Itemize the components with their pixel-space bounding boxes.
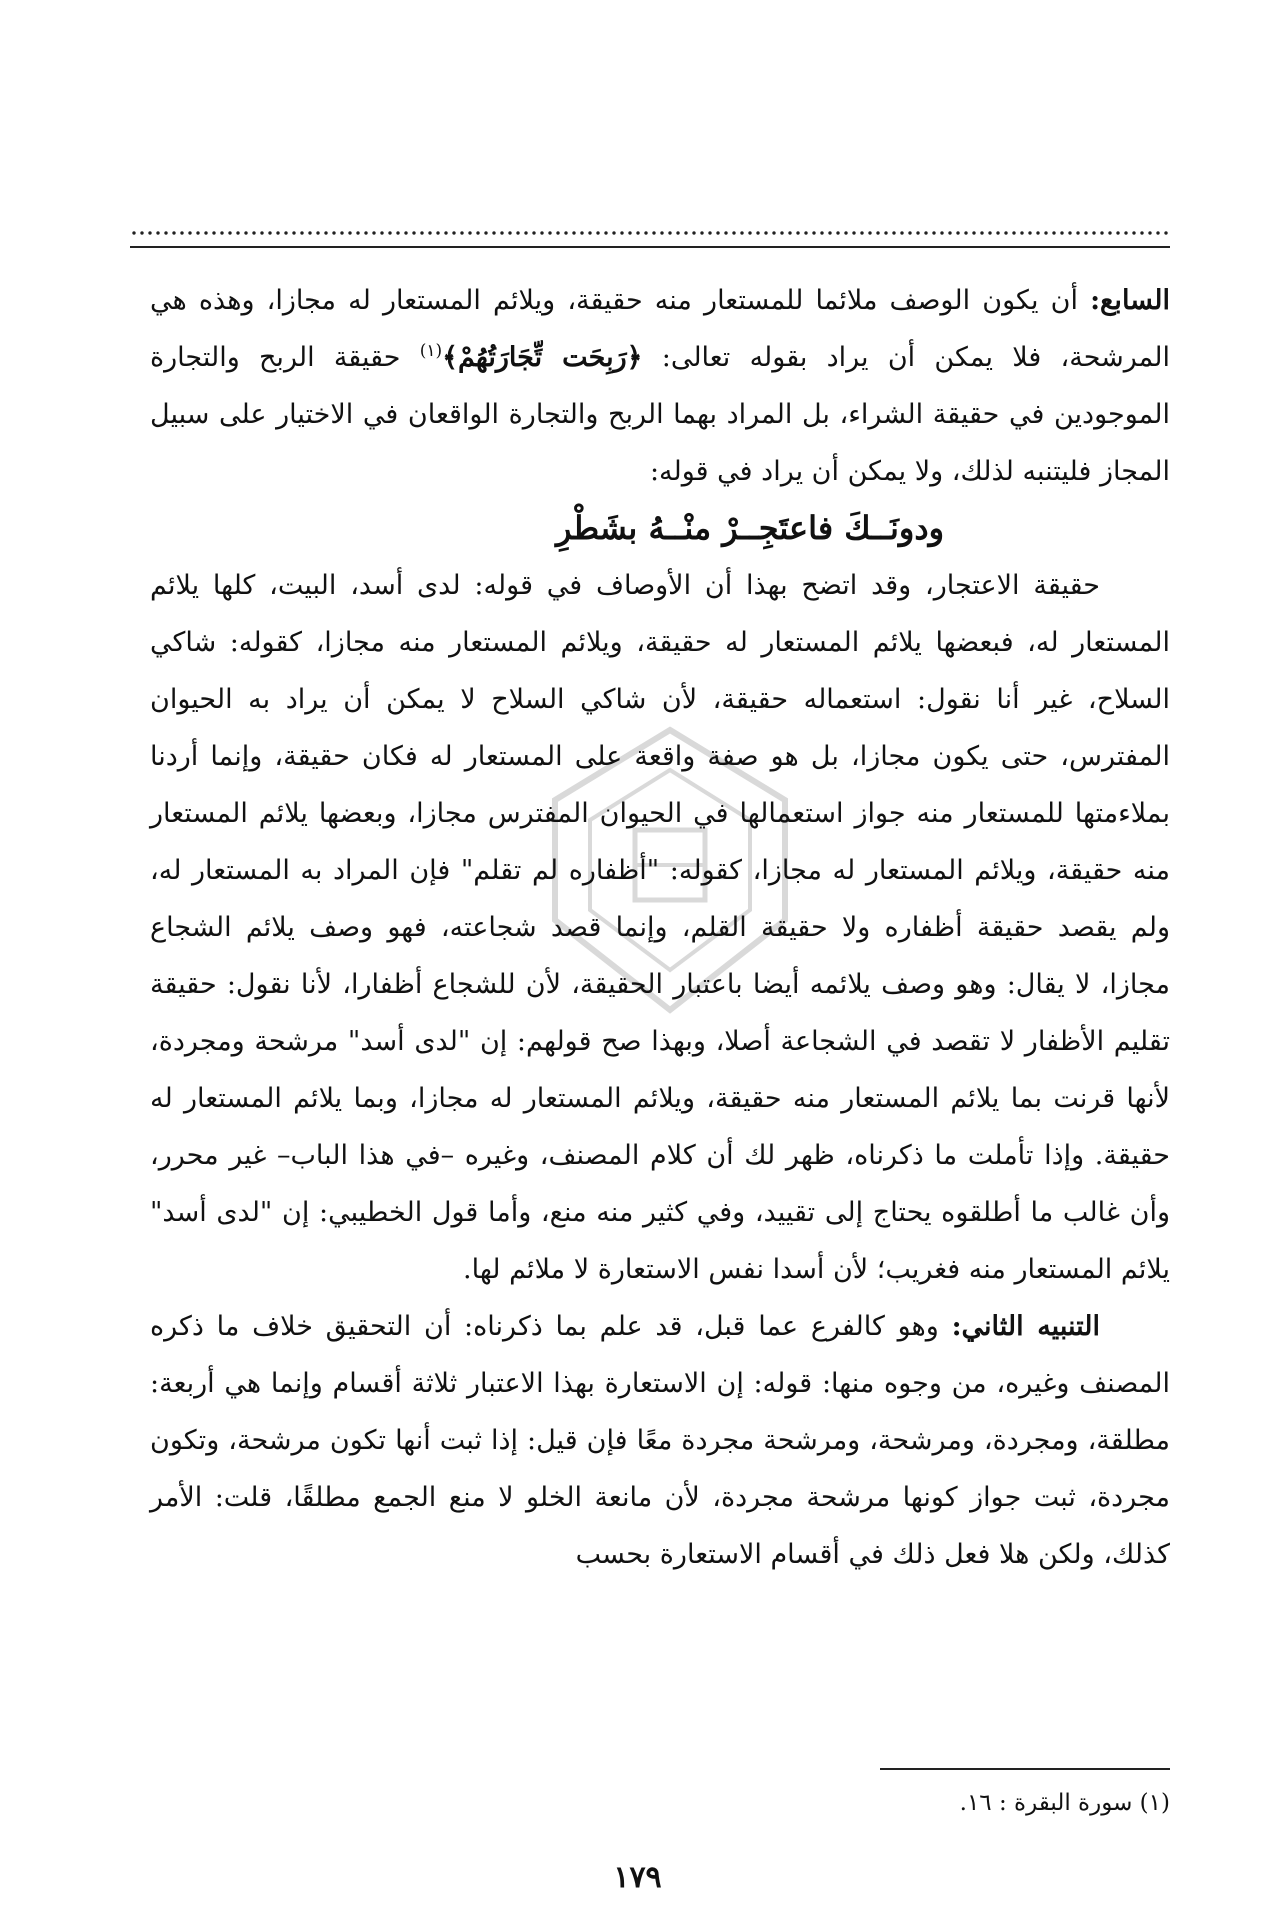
poetry-verse: ودونَــكَ فاعتَجِــرْ منْــهُ بشَطْرِ [555, 509, 945, 547]
header-dotted-rule [130, 230, 1170, 236]
paragraph-seventh [150, 272, 1170, 500]
paragraph-text-continued: حقيقة الربح والتجارة الموجودين في حقيقة الشراء، بل المراد بهما الربح والتجارة الواقعان في الاختيار على سبيل المجاز فليتنبه لذلك، ولا يمكن أن يراد في قوله: [150, 342, 1170, 487]
footnote-reference[interactable]: (١) [419, 341, 443, 361]
paragraph-text: وهو كالفرع عما قبل، قد علم بما ذكرناه: أن التحقيق خلاف ما ذكره المصنف وغيره، من وجوه منها: قوله: إن الاستعارة بهذا الاعتبار ثلاثة أقسام وإنما هي أربعة: مطلقة، ومجردة، ومرشحة، ومرشحة مجردة معًا فإن قيل: إذا ثبت أنها تكون مرشحة، وتكون مجردة، ثبت جواز كونها مرشحة مجردة، لأن مانعة الخلو لا منع الجمع مطلقًا، قلت: الأمر كذلك، ولكن هلا فعل ذلك في أقسام الاستعارة بحسب [150, 1311, 1170, 1570]
header-rule [130, 246, 1170, 248]
footnote: (١) سورة البقرة : ١٦. [959, 1790, 1170, 1816]
footnote-separator [880, 1768, 1170, 1770]
page-number: ١٧٩ [613, 1860, 662, 1895]
paragraph-lead: السابع: [1090, 285, 1170, 316]
paragraph-second-note [150, 1298, 1170, 1583]
quran-quote: ﴿رَبِحَت تِّجَارَتُهُمْ﴾ [442, 342, 643, 373]
main-text [150, 272, 1170, 1583]
paragraph-text: أن يكون الوصف ملائما للمستعار منه حقيقة، ويلائم المستعار له مجازا، وهذه هي المرشحة، فلا يمكن أن يراد بقوله تعالى: [150, 285, 1170, 373]
paragraph-reality: حقيقة الاعتجار، وقد اتضح بهذا أن الأوصاف في قوله: لدى أسد، البيت، كلها يلائم المستعار له، فبعضها يلائم المستعار له حقيقة، ويلائم المستعار منه مجازا، كقوله: شاكي السلاح، غير أنا نقول: استعماله حقيقة، لأن شاكي السلاح لا يمكن أن يراد به الحيوان المفترس، حتى يكون مجازا، بل هو صفة واقعة على المستعار له فكان حقيقة، وإنما أردنا بملاءمتها للمستعار منه جواز استعمالها في الحيوان المفترس مجازا، وبعضها يلائم المستعار منه حقيقة، ويلائم المستعار له مجازا، كقوله: "أظفاره لم تقلم" فإن المراد به المستعار له، ولم يقصد حقيقة أظفاره ولا حقيقة القلم، وإنما قصد شجاعته، فهو وصف يلائم الشجاع مجازا، لا يقال: وهو وصف يلائمه أيضا باعتبار الحقيقة، لأن للشجاع أظفارا، لأنا نقول: حقيقة تقليم الأظفار لا تقصد في الشجاعة أصلا، وبهذا صح قولهم: إن "لدى أسد" مرشحة ومجردة، لأنها قرنت بما يلائم المستعار منه حقيقة، ويلائم المستعار له مجازا، وبما يلائم المستعار له حقيقة. وإذا تأملت ما ذكرناه، ظهر لك أن كلام المصنف، وغيره –في هذا الباب– غير محرر، وأن غالب ما أطلقوه يحتاج إلى تقييد، وفي كثير منه منع، وأما قول الخطيبي: إن "لدى أسد" يلائم المستعار منه فغريب؛ لأن أسدا نفس الاستعارة لا ملائم لها. [150, 570, 1170, 1285]
paragraph-lead: التنبيه الثاني: [951, 1311, 1101, 1342]
